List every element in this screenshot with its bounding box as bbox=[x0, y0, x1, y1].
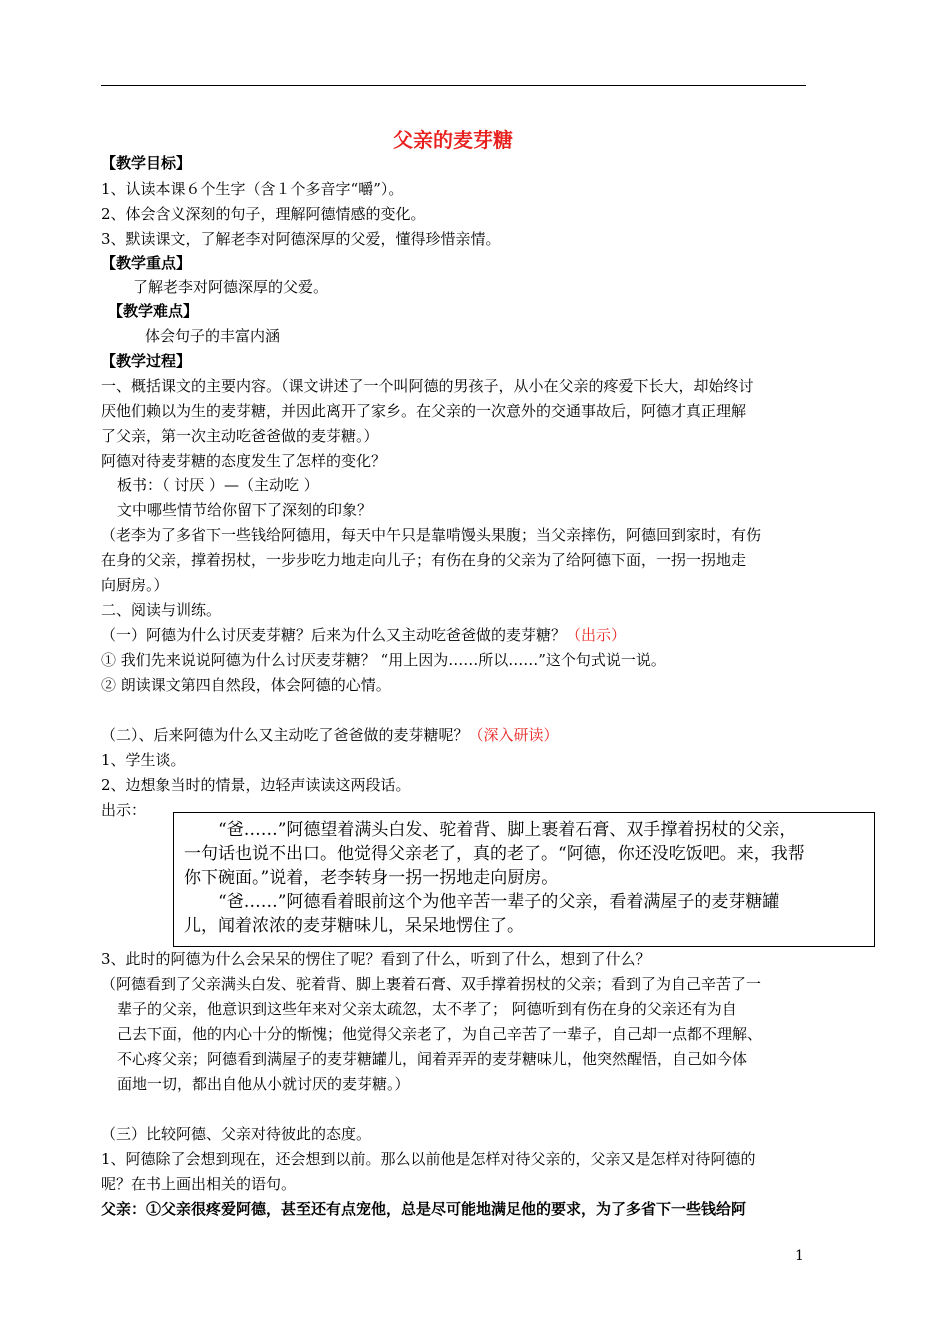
question-line: 呢？在书上画出相关的语句。 bbox=[101, 1175, 297, 1193]
list-item: 1、学生谈。 bbox=[101, 751, 186, 769]
answer-line: 辈子的父亲，他意识到这些年来对父亲太疏忽，太不孝了； 阿德听到有伤在身的父亲还有为自 bbox=[117, 1000, 737, 1018]
quote-line: 一句话也说不出口。他觉得父亲老了，真的老了。“阿德，你还没吃饭吧。来，我帮 bbox=[184, 844, 805, 864]
answer-line: （阿德看到了父亲满头白发、驼着背、脚上裹着石膏、双手撑着拐杖的父亲；看到了为自己辛苦了一 bbox=[101, 975, 762, 993]
page-title: 父亲的麦芽糖 bbox=[393, 128, 513, 152]
answer-line: 己去下面，他的内心十分的惭愧；他觉得父亲老了，为自己辛苦了一辈子，自己却一点都不理解、 bbox=[117, 1025, 763, 1043]
key-text: 了解老李对阿德深厚的父爱。 bbox=[133, 278, 329, 296]
section-heading: 二、阅读与训练。 bbox=[101, 601, 222, 619]
paragraph-line: 了父亲，第一次主动吃爸爸做的麦芽糖。） bbox=[101, 427, 379, 445]
difficult-text: 体会句子的丰富内涵 bbox=[145, 327, 281, 345]
difficult-heading: 【教学难点】 bbox=[108, 302, 199, 320]
answer-line: 不心疼父亲；阿德看到满屋子的麦芽糖罐儿，闻着弄弄的麦芽糖味儿，他突然醒悟，自己如今体 bbox=[117, 1050, 748, 1068]
goal-item: 2、体会含义深刻的句子，理解阿德情感的变化。 bbox=[101, 205, 426, 223]
process-heading: 【教学过程】 bbox=[101, 352, 192, 370]
list-item: 2、边想象当时的情景，边轻声读读这两段话。 bbox=[101, 776, 411, 794]
question-line: 文中哪些情节给你留下了深刻的印象？ bbox=[117, 501, 373, 519]
subsection-text: （二）、后来阿德为什么又主动吃了爸爸做的麦芽糖呢？ bbox=[101, 726, 469, 744]
show-label: 出示： bbox=[101, 801, 147, 819]
goals-heading: 【教学目标】 bbox=[101, 154, 192, 172]
subsection-line bbox=[101, 622, 626, 648]
answer-line: 面地一切，都出自他从小就讨厌的麦芽糖。） bbox=[117, 1075, 410, 1093]
list-item: ② 朗读课文第四自然段，体会阿德的心情。 bbox=[101, 676, 391, 694]
paragraph-line: 一、概括课文的主要内容。（课文讲述了一个叫阿德的男孩子，从小在父亲的疼爱下长大，却始终讨 bbox=[101, 377, 754, 395]
page-number: 1 bbox=[795, 1248, 804, 1264]
key-heading: 【教学重点】 bbox=[101, 254, 192, 272]
quote-line: “爸……”阿德望着满头白发、驼着背、脚上裹着石膏、双手撑着拐杖的父亲， bbox=[218, 820, 797, 840]
question-line: 阿德对待麦芽糖的态度发生了怎样的变化？ bbox=[101, 452, 387, 470]
subsection-text: （一）阿德为什么讨厌麦芽糖？后来为什么又主动吃爸爸做的麦芽糖？ bbox=[101, 626, 567, 644]
subsection-line bbox=[101, 722, 559, 748]
quote-line: “爸……”阿德看着眼前这个为他辛苦一辈子的父亲，看着满屋子的麦芽糖罐 bbox=[218, 892, 780, 912]
quote-line: 儿，闻着浓浓的麦芽糖味儿，呆呆地愣住了。 bbox=[184, 916, 524, 936]
question-line: 1、阿德除了会想到现在，还会想到以前。那么以前他是怎样对待父亲的，父亲又是怎样对待阿德的 bbox=[101, 1150, 756, 1168]
board-line: 板书：（ 讨厌 ）—（主动吃 ） bbox=[117, 476, 319, 494]
list-item: ① 我们先来说说阿德为什么讨厌麦芽糖？ “用上因为……所以……”这个句式说一说。 bbox=[101, 651, 666, 669]
answer-line: （老李为了多省下一些钱给阿德用，每天中午只是靠啃馒头果腹；当父亲摔伤，阿德回到家时，有伤 bbox=[101, 526, 762, 544]
father-line: 父亲：①父亲很疼爱阿德，甚至还有点宠他，总是尽可能地满足他的要求，为了多省下一些钱给阿 bbox=[101, 1200, 747, 1218]
answer-line: 在身的父亲，撑着拐杖，一步步吃力地走向儿子；有伤在身的父亲为了给阿德下面，一拐一拐地走 bbox=[101, 551, 747, 569]
header-rule bbox=[101, 85, 806, 86]
paragraph-line: 厌他们赖以为生的麦芽糖，并因此离开了家乡。在父亲的一次意外的交通事故后，阿德才真正理解 bbox=[101, 402, 747, 420]
question-line: 3、此时的阿德为什么会呆呆的愣住了呢？看到了什么，听到了什么，想到了什么？ bbox=[101, 950, 651, 968]
goal-item: 1、认读本课６个生字（含１个多音字“嚼”）。 bbox=[101, 180, 404, 198]
subsection-line: （三）比较阿德、父亲对待彼此的态度。 bbox=[101, 1125, 372, 1143]
show-tag: （出示） bbox=[566, 626, 627, 644]
answer-line: 向厨房。） bbox=[101, 576, 169, 594]
study-tag: （深入研读） bbox=[468, 726, 559, 744]
quote-line: 你下碗面。”说着，老李转身一拐一拐地走向厨房。 bbox=[184, 868, 559, 888]
goal-item: 3、默读课文，了解老李对阿德深厚的父爱，懂得珍惜亲情。 bbox=[101, 230, 501, 248]
